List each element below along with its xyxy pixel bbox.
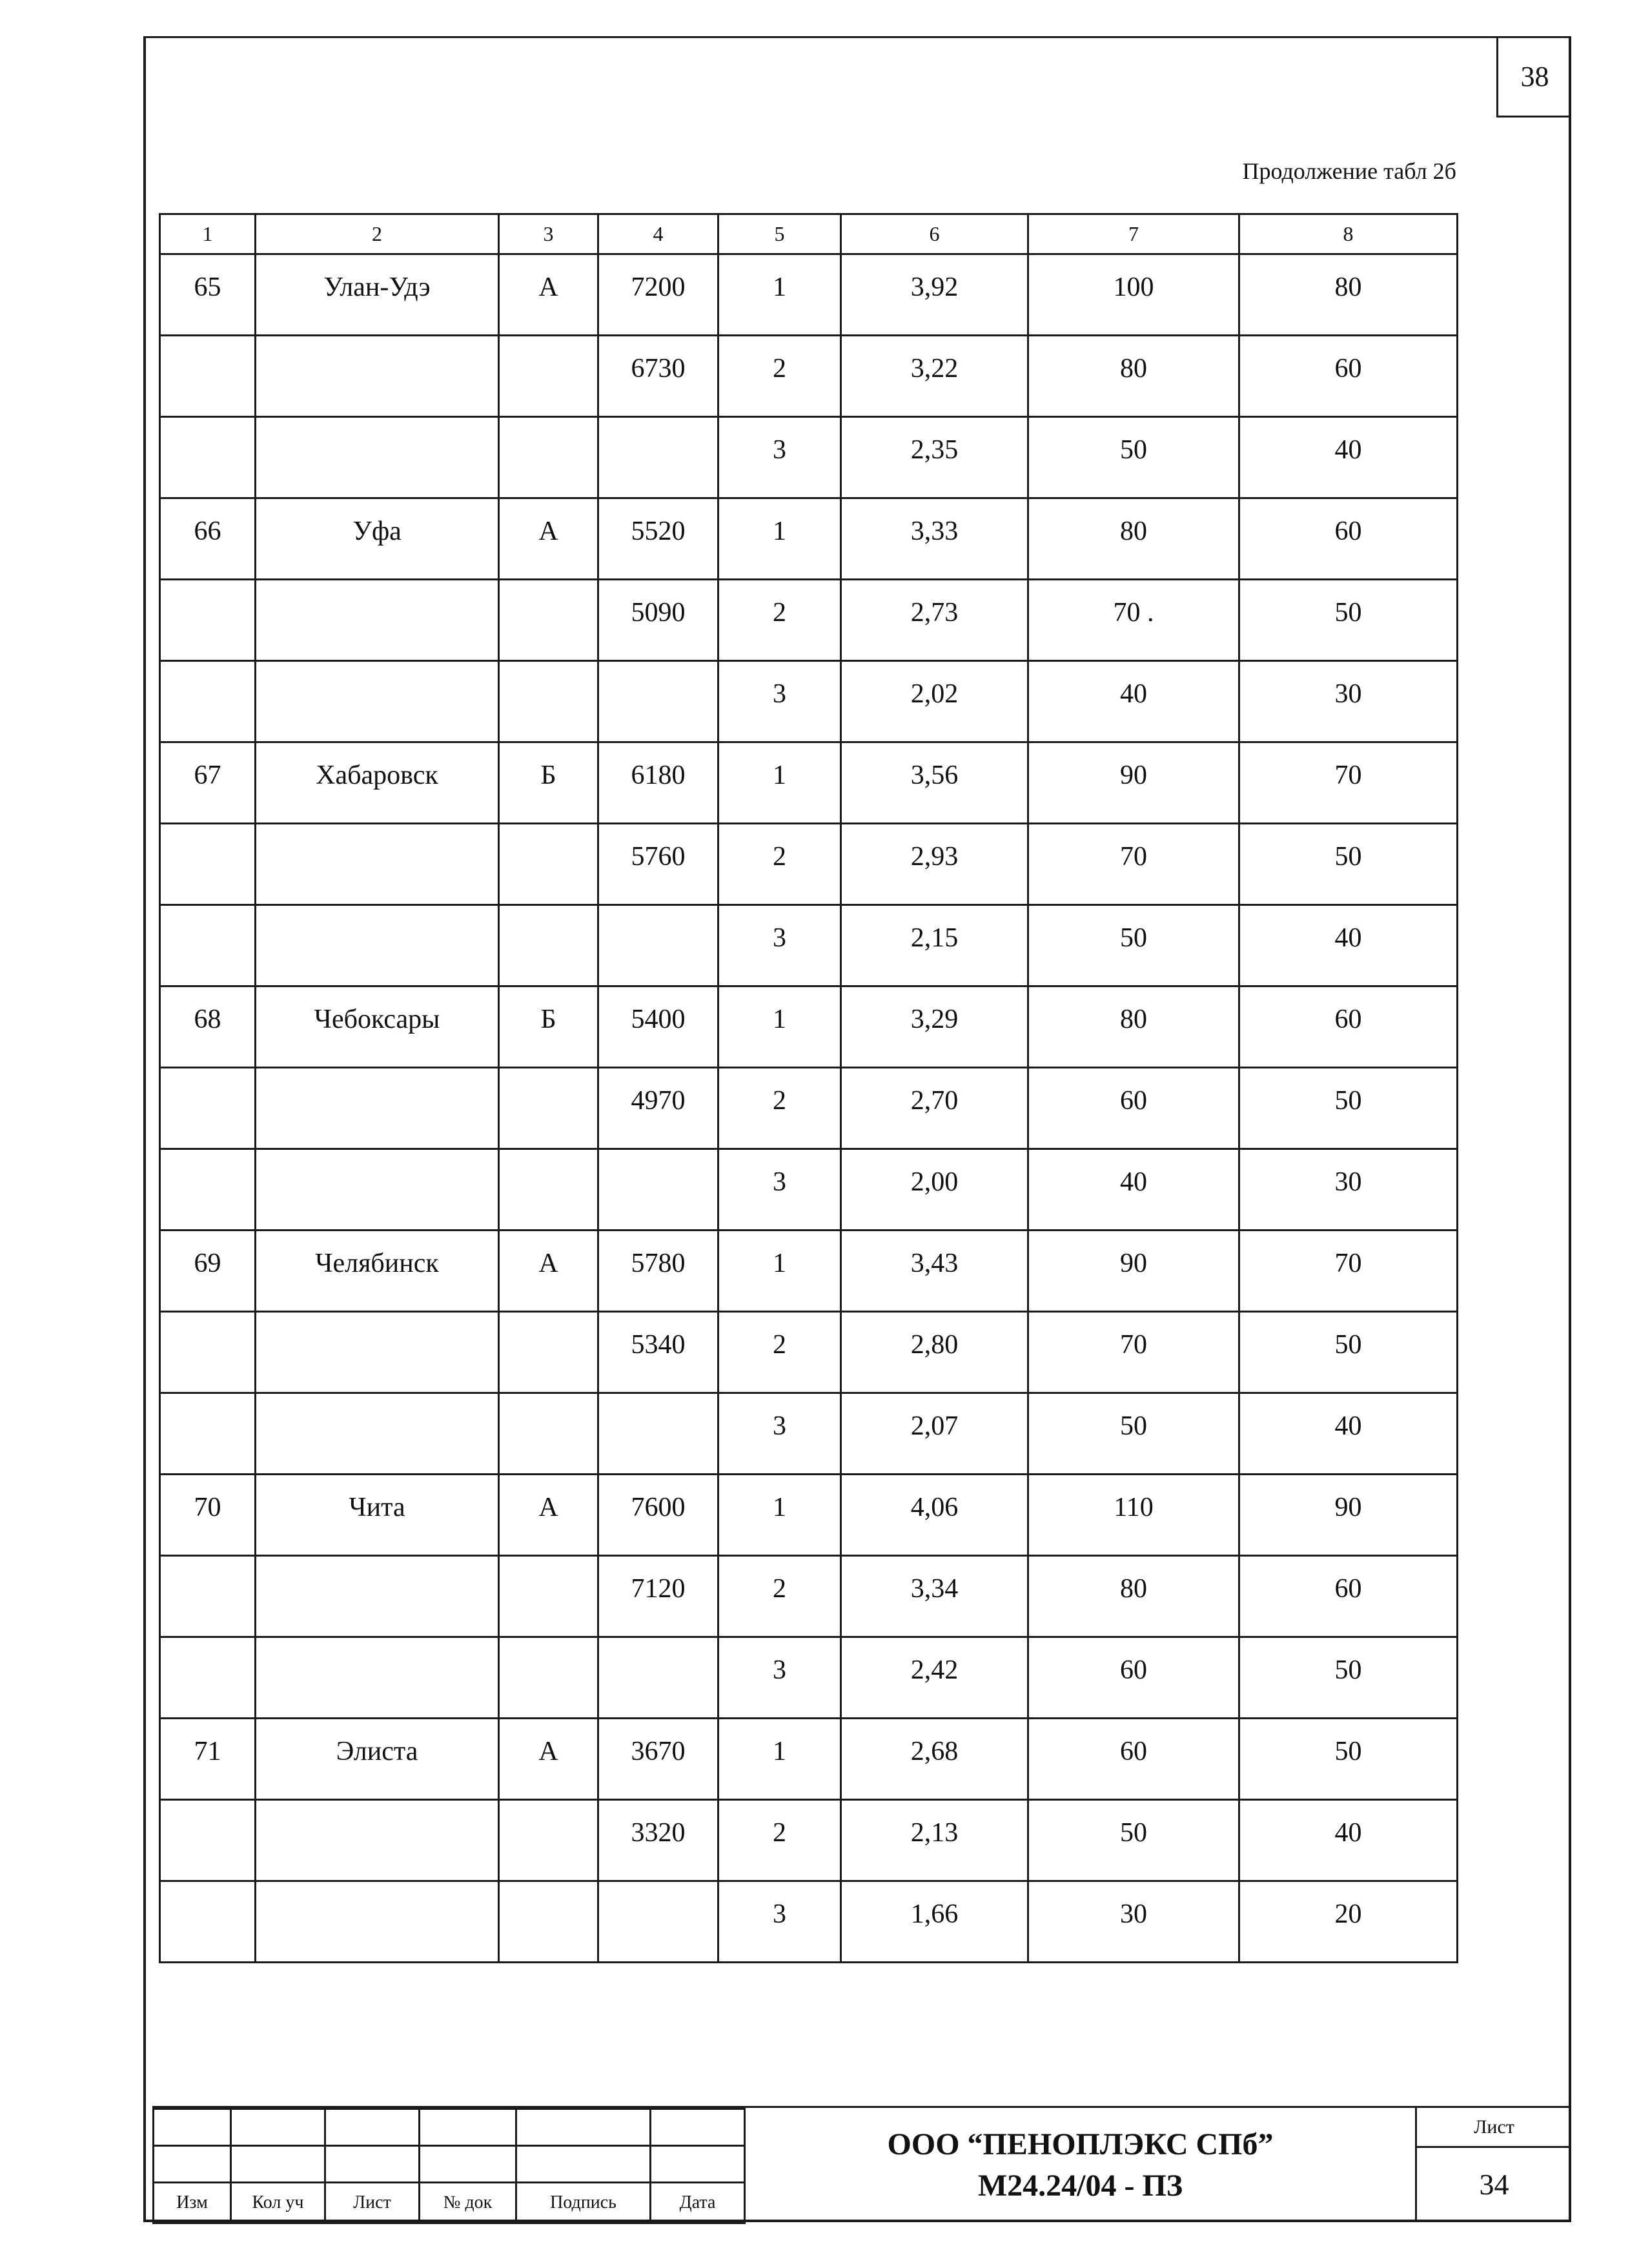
table-cell bbox=[256, 1068, 499, 1149]
page-number: 38 bbox=[1496, 37, 1571, 117]
table-cell: 60 bbox=[1239, 986, 1458, 1068]
table-cell: 2 bbox=[718, 824, 841, 905]
table-row bbox=[160, 498, 1458, 580]
revision-labels-row bbox=[154, 2183, 745, 2223]
table-cell bbox=[499, 336, 598, 417]
title-block bbox=[744, 2108, 1415, 2222]
table-cell bbox=[256, 905, 499, 986]
table-cell: 2,00 bbox=[841, 1149, 1028, 1231]
table-row bbox=[160, 824, 1458, 905]
table-cell: 50 bbox=[1239, 1068, 1458, 1149]
table-cell: 2 bbox=[718, 1556, 841, 1637]
table-cell: 7120 bbox=[598, 1556, 718, 1637]
table-cell: 60 bbox=[1239, 336, 1458, 417]
table-cell: 3,56 bbox=[841, 742, 1028, 824]
table-row bbox=[160, 742, 1458, 824]
table-cell: 60 bbox=[1028, 1637, 1239, 1719]
table-cell: 66 bbox=[160, 498, 256, 580]
table-cell bbox=[598, 1149, 718, 1231]
table-cell: 5090 bbox=[598, 580, 718, 661]
sheet-block bbox=[1415, 2108, 1571, 2222]
table-cell: Б bbox=[499, 986, 598, 1068]
table-cell: 30 bbox=[1028, 1881, 1239, 1963]
table-cell: 2,68 bbox=[841, 1719, 1028, 1800]
table-cell: 3 bbox=[718, 417, 841, 498]
table-cell bbox=[598, 417, 718, 498]
table-cell: 90 bbox=[1028, 1231, 1239, 1312]
table-cell bbox=[499, 1068, 598, 1149]
table-cell: 2,15 bbox=[841, 905, 1028, 986]
table-cell: 110 bbox=[1028, 1475, 1239, 1556]
table-cell bbox=[256, 1637, 499, 1719]
stamp-label-izm: Изм bbox=[154, 2183, 231, 2223]
table-cell: 3,29 bbox=[841, 986, 1028, 1068]
table-row bbox=[160, 336, 1458, 417]
table-cell bbox=[160, 1149, 256, 1231]
table-cell: 2,13 bbox=[841, 1800, 1028, 1881]
table-cell: 40 bbox=[1239, 905, 1458, 986]
table-cell bbox=[160, 580, 256, 661]
table-cell: 2 bbox=[718, 1312, 841, 1393]
table-cell: 30 bbox=[1239, 661, 1458, 742]
table-cell: 2,93 bbox=[841, 824, 1028, 905]
title-stamp bbox=[152, 2106, 1571, 2222]
table-cell: 2,73 bbox=[841, 580, 1028, 661]
table-cell bbox=[499, 905, 598, 986]
table-cell bbox=[499, 1800, 598, 1881]
table-cell: 3320 bbox=[598, 1800, 718, 1881]
table-row bbox=[160, 1312, 1458, 1393]
table-cell: 68 bbox=[160, 986, 256, 1068]
column-header: 5 bbox=[718, 214, 841, 254]
table-cell bbox=[160, 1881, 256, 1963]
table-cell: 3 bbox=[718, 1393, 841, 1475]
table-caption: Продолжение табл 2б bbox=[1242, 158, 1456, 184]
table-cell: 65 bbox=[160, 254, 256, 336]
table-cell: Челябинск bbox=[256, 1231, 499, 1312]
table-cell bbox=[256, 824, 499, 905]
table-cell bbox=[499, 1149, 598, 1231]
table-cell: 1 bbox=[718, 1231, 841, 1312]
document-code: М24.24/04 - ПЗ bbox=[977, 2168, 1183, 2203]
table-cell bbox=[499, 661, 598, 742]
table-cell bbox=[160, 1068, 256, 1149]
table-cell bbox=[160, 1637, 256, 1719]
table-cell: 5400 bbox=[598, 986, 718, 1068]
table-cell: 2 bbox=[718, 1800, 841, 1881]
table-cell: 70 bbox=[1028, 1312, 1239, 1393]
table-cell bbox=[160, 1556, 256, 1637]
table-row bbox=[160, 580, 1458, 661]
table-cell: А bbox=[499, 498, 598, 580]
table-cell bbox=[160, 417, 256, 498]
table-cell: 3 bbox=[718, 661, 841, 742]
revision-grid bbox=[152, 2108, 746, 2224]
table-cell: 6180 bbox=[598, 742, 718, 824]
table-cell bbox=[256, 1393, 499, 1475]
table-cell: 50 bbox=[1239, 824, 1458, 905]
table-cell bbox=[256, 336, 499, 417]
table-cell: 60 bbox=[1239, 498, 1458, 580]
table-cell: 80 bbox=[1028, 1556, 1239, 1637]
table-cell bbox=[499, 1637, 598, 1719]
table-row bbox=[160, 1637, 1458, 1719]
table-row bbox=[160, 1556, 1458, 1637]
table-cell: 70 bbox=[160, 1475, 256, 1556]
table-row bbox=[160, 661, 1458, 742]
table-cell: 3,43 bbox=[841, 1231, 1028, 1312]
table-cell: 2,35 bbox=[841, 417, 1028, 498]
table-cell: 1 bbox=[718, 1719, 841, 1800]
table-cell bbox=[598, 661, 718, 742]
table-cell: 3,34 bbox=[841, 1556, 1028, 1637]
table-row bbox=[160, 1068, 1458, 1149]
table-cell bbox=[160, 824, 256, 905]
table-cell bbox=[499, 1312, 598, 1393]
table-row bbox=[160, 254, 1458, 336]
table-cell bbox=[598, 1393, 718, 1475]
table-cell bbox=[256, 1800, 499, 1881]
table-cell: 3 bbox=[718, 1637, 841, 1719]
table-row bbox=[160, 417, 1458, 498]
table-cell: А bbox=[499, 254, 598, 336]
table-cell bbox=[160, 661, 256, 742]
table-cell bbox=[256, 1312, 499, 1393]
table-cell: 7600 bbox=[598, 1475, 718, 1556]
table-row bbox=[160, 905, 1458, 986]
table-cell: 80 bbox=[1028, 986, 1239, 1068]
table-row bbox=[160, 1881, 1458, 1963]
table-cell bbox=[160, 1800, 256, 1881]
stamp-label-date: Дата bbox=[651, 2183, 745, 2223]
table-cell: Улан-Удэ bbox=[256, 254, 499, 336]
column-header: 8 bbox=[1239, 214, 1458, 254]
table-cell: 2,80 bbox=[841, 1312, 1028, 1393]
table-cell bbox=[499, 580, 598, 661]
column-header: 3 bbox=[499, 214, 598, 254]
table-cell bbox=[160, 905, 256, 986]
table-cell: 50 bbox=[1239, 1312, 1458, 1393]
table-cell bbox=[499, 1881, 598, 1963]
table-row bbox=[160, 1475, 1458, 1556]
table-cell: 1 bbox=[718, 498, 841, 580]
table-cell: 2 bbox=[718, 1068, 841, 1149]
table-cell bbox=[256, 1881, 499, 1963]
table-cell: 70 bbox=[1239, 742, 1458, 824]
table-cell: 3,22 bbox=[841, 336, 1028, 417]
table-cell: 50 bbox=[1028, 1800, 1239, 1881]
table-cell bbox=[256, 1149, 499, 1231]
table-cell: 1 bbox=[718, 742, 841, 824]
table-cell: 7200 bbox=[598, 254, 718, 336]
table-cell: Чита bbox=[256, 1475, 499, 1556]
table-header-row bbox=[160, 214, 1458, 254]
table-cell: 71 bbox=[160, 1719, 256, 1800]
table-cell: 50 bbox=[1239, 580, 1458, 661]
table-cell: 40 bbox=[1239, 417, 1458, 498]
table-cell: 80 bbox=[1028, 336, 1239, 417]
table-cell: 60 bbox=[1239, 1556, 1458, 1637]
table-row bbox=[160, 1719, 1458, 1800]
table-cell bbox=[499, 824, 598, 905]
table-cell: 2 bbox=[718, 336, 841, 417]
table-cell: 2,70 bbox=[841, 1068, 1028, 1149]
table-cell bbox=[499, 1393, 598, 1475]
table-cell: 40 bbox=[1239, 1393, 1458, 1475]
table-cell: 60 bbox=[1028, 1068, 1239, 1149]
table-row bbox=[160, 1800, 1458, 1881]
table-cell: 1,66 bbox=[841, 1881, 1028, 1963]
table-cell: 90 bbox=[1028, 742, 1239, 824]
column-header: 6 bbox=[841, 214, 1028, 254]
table-cell: 2,42 bbox=[841, 1637, 1028, 1719]
table-cell: 80 bbox=[1239, 254, 1458, 336]
table-cell: 2 bbox=[718, 580, 841, 661]
table-cell: Чебоксары bbox=[256, 986, 499, 1068]
table-cell: Элиста bbox=[256, 1719, 499, 1800]
table-cell: 5520 bbox=[598, 498, 718, 580]
column-header: 2 bbox=[256, 214, 499, 254]
table-cell: 80 bbox=[1028, 498, 1239, 580]
table-cell: 70 bbox=[1239, 1231, 1458, 1312]
table-cell: 4,06 bbox=[841, 1475, 1028, 1556]
table-cell: 5760 bbox=[598, 824, 718, 905]
company-name: ООО “ПЕНОПЛЭКС СПб” bbox=[887, 2127, 1274, 2161]
table-cell: 50 bbox=[1028, 1393, 1239, 1475]
data-table bbox=[159, 213, 1458, 1963]
table-cell: 3,33 bbox=[841, 498, 1028, 580]
table-cell: 70 bbox=[1028, 824, 1239, 905]
table-cell: 20 bbox=[1239, 1881, 1458, 1963]
table-cell: 70 . bbox=[1028, 580, 1239, 661]
column-header: 1 bbox=[160, 214, 256, 254]
table-row bbox=[160, 1393, 1458, 1475]
table-cell: 1 bbox=[718, 254, 841, 336]
table-cell bbox=[256, 661, 499, 742]
table-cell bbox=[598, 905, 718, 986]
table-cell bbox=[499, 417, 598, 498]
stamp-label-doc: № док bbox=[420, 2183, 516, 2223]
table-cell bbox=[598, 1881, 718, 1963]
table-cell: 6730 bbox=[598, 336, 718, 417]
table-row bbox=[160, 986, 1458, 1068]
table-cell: 67 bbox=[160, 742, 256, 824]
table-cell: 5340 bbox=[598, 1312, 718, 1393]
table-cell bbox=[160, 1312, 256, 1393]
table-cell: 40 bbox=[1239, 1800, 1458, 1881]
table-cell: А bbox=[499, 1719, 598, 1800]
table-cell: 50 bbox=[1028, 905, 1239, 986]
stamp-label-list: Лист bbox=[325, 2183, 420, 2223]
table-cell: 69 bbox=[160, 1231, 256, 1312]
table-cell: 5780 bbox=[598, 1231, 718, 1312]
table-cell bbox=[598, 1637, 718, 1719]
sheet-label: Лист bbox=[1417, 2108, 1571, 2148]
table-cell: 4970 bbox=[598, 1068, 718, 1149]
table-cell: Б bbox=[499, 742, 598, 824]
table-cell: 3 bbox=[718, 1149, 841, 1231]
table-cell: 3,92 bbox=[841, 254, 1028, 336]
table-cell: 30 bbox=[1239, 1149, 1458, 1231]
table-cell bbox=[160, 1393, 256, 1475]
table-cell: 1 bbox=[718, 986, 841, 1068]
table-cell bbox=[160, 336, 256, 417]
table-cell: 40 bbox=[1028, 661, 1239, 742]
revision-row bbox=[154, 2146, 745, 2183]
table-cell: 50 bbox=[1028, 417, 1239, 498]
table-cell: 60 bbox=[1028, 1719, 1239, 1800]
table-cell: 3 bbox=[718, 905, 841, 986]
table-cell: 50 bbox=[1239, 1719, 1458, 1800]
table-cell: 3 bbox=[718, 1881, 841, 1963]
table-cell: Хабаровск bbox=[256, 742, 499, 824]
table-cell bbox=[256, 417, 499, 498]
table-cell bbox=[256, 1556, 499, 1637]
table-cell: 100 bbox=[1028, 254, 1239, 336]
table-cell: 2,02 bbox=[841, 661, 1028, 742]
stamp-label-kol-uch: Кол уч bbox=[231, 2183, 325, 2223]
table-cell: 2,07 bbox=[841, 1393, 1028, 1475]
table-cell: А bbox=[499, 1475, 598, 1556]
table-cell: 90 bbox=[1239, 1475, 1458, 1556]
data-table-body bbox=[160, 214, 1458, 1963]
table-cell: А bbox=[499, 1231, 598, 1312]
column-header: 4 bbox=[598, 214, 718, 254]
stamp-label-signature: Подпись bbox=[516, 2183, 651, 2223]
table-cell: 1 bbox=[718, 1475, 841, 1556]
table-row bbox=[160, 1231, 1458, 1312]
sheet-number: 34 bbox=[1479, 2167, 1509, 2201]
table-cell bbox=[499, 1556, 598, 1637]
table-cell: 40 bbox=[1028, 1149, 1239, 1231]
table-cell: 3670 bbox=[598, 1719, 718, 1800]
column-header: 7 bbox=[1028, 214, 1239, 254]
table-cell: 50 bbox=[1239, 1637, 1458, 1719]
table-row bbox=[160, 1149, 1458, 1231]
table-cell bbox=[256, 580, 499, 661]
table-cell: Уфа bbox=[256, 498, 499, 580]
revision-row bbox=[154, 2109, 745, 2146]
